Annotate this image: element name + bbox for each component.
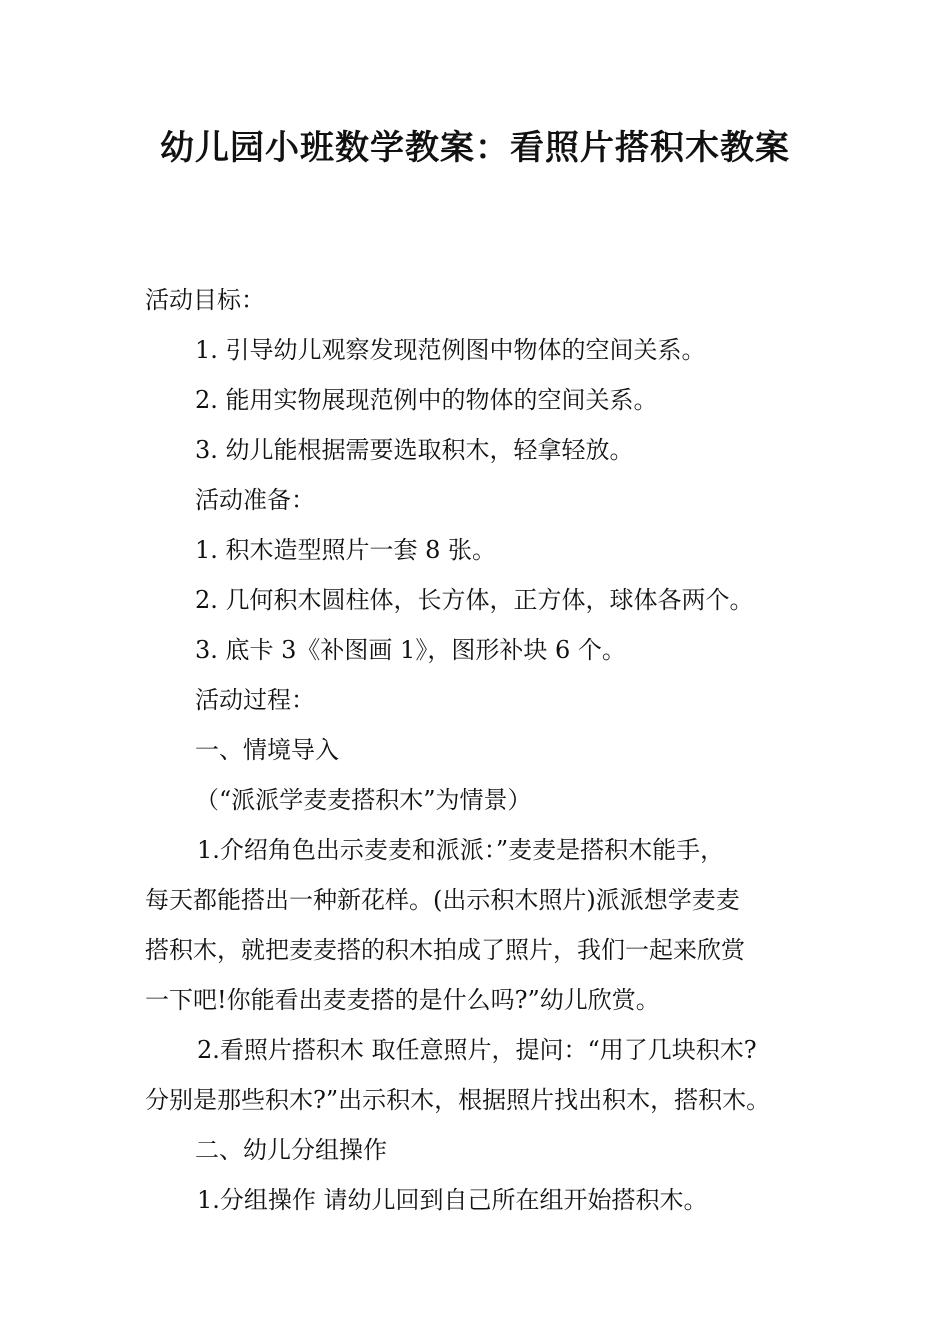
text-line: 活动目标： (145, 286, 265, 314)
text-line: 2. 能用实物展现范例中的物体的空间关系。 (195, 386, 658, 414)
text-line: 3. 幼儿能根据需要选取积木，轻拿轻放。 (195, 436, 634, 464)
text-line: 分别是那些积木?”出示积木，根据照片找出积木，搭积木。 (145, 1086, 771, 1114)
text-line: 一下吧!你能看出麦麦搭的是什么吗?”幼儿欣赏。 (145, 986, 660, 1014)
text-line: 1.分组操作 请幼儿回到自己所在组开始搭积木。 (197, 1186, 708, 1214)
text-line: （“派派学麦麦搭积木”为情景） (195, 786, 532, 814)
text-line: 每天都能搭出一种新花样。(出示积木照片)派派想学麦麦 (145, 886, 740, 914)
text-line: 1. 积木造型照片一套 8 张。 (195, 536, 497, 564)
text-line: 2. 几何积木圆柱体，长方体，正方体，球体各两个。 (195, 586, 754, 614)
text-line: 活动过程： (195, 686, 315, 714)
text-line: 1. 引导幼儿观察发现范例图中物体的空间关系。 (195, 336, 706, 364)
text-line: 3. 底卡 3《补图画 1》，图形补块 6 个。 (195, 636, 626, 664)
text-line: 二、幼儿分组操作 (195, 1136, 387, 1164)
text-line: 搭积木，就把麦麦搭的积木拍成了照片，我们一起来欣赏 (145, 936, 745, 964)
text-line: 一、情境导入 (195, 736, 339, 764)
text-line: 活动准备： (195, 486, 315, 514)
document-title: 幼儿园小班数学教案：看照片搭积木教案 (160, 128, 790, 168)
text-line: 1.介绍角色出示麦麦和派派：”麦麦是搭积木能手， (197, 836, 725, 864)
text-line: 2.看照片搭积木 取任意照片，提问：“用了几块积木? (197, 1036, 757, 1064)
